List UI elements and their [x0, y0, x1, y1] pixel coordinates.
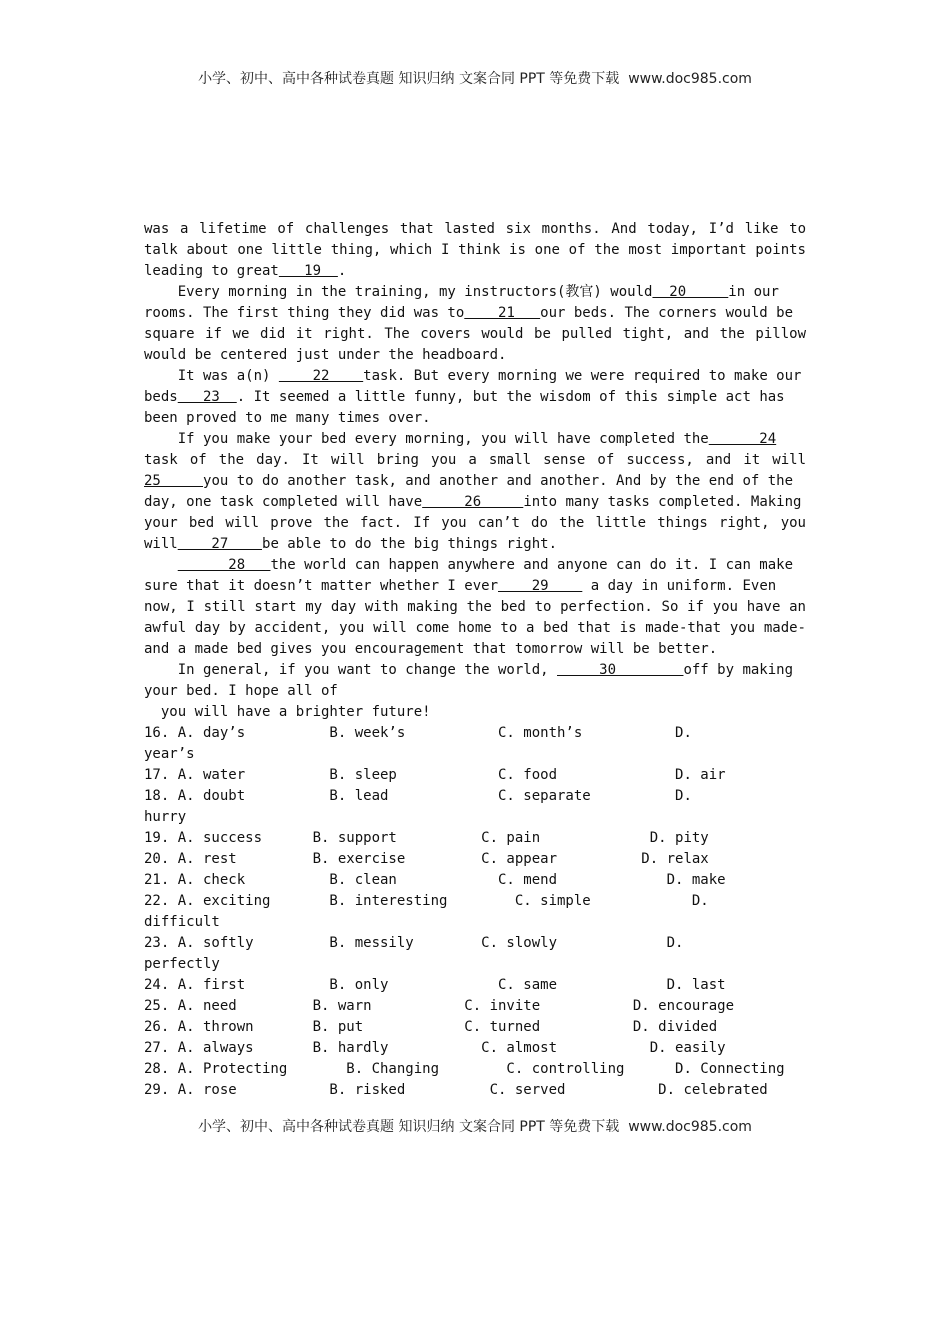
text-line: leading to great 19 .: [144, 263, 347, 279]
option-row-18: 18. A. doubt B. lead C. separate D.: [144, 788, 692, 804]
document-body: [144, 219, 806, 1101]
option-row-18-cont: hurry: [144, 809, 187, 825]
text-line: In general, if you want to change the world, 30 off by making: [144, 662, 794, 678]
blank-26: 26: [422, 494, 524, 510]
text-line: you will have a brighter future!: [144, 704, 431, 720]
option-row-28: 28. A. Protecting B. Changing C. controlling D. Connecting: [144, 1061, 785, 1077]
text-line: square if we did it right. The covers would be pulled tight, and the pillow: [144, 326, 806, 342]
text-line: rooms. The first thing they did was to 21 our beds. The corners would be: [144, 305, 794, 321]
blank-19: 19: [278, 263, 338, 279]
option-row-22: 22. A. exciting B. interesting C. simple D.: [144, 893, 709, 909]
option-row-24: 24. A. first B. only C. same D. last: [144, 977, 726, 993]
option-row-23: 23. A. softly B. messily C. slowly D.: [144, 935, 684, 951]
text-line: awful day by accident, you will come home to a bed that is made-that you made-: [144, 620, 806, 636]
text-line: your bed will prove the fact. If you can’t do the little things right, you: [144, 515, 806, 531]
text-line: been proved to me many times over.: [144, 410, 431, 426]
blank-27: 27: [177, 536, 263, 552]
text-line: would be centered just under the headboard.: [144, 347, 507, 363]
text-line: beds 23 . It seemed a little funny, but the wisdom of this simple act has: [144, 389, 785, 405]
option-row-16-cont: year’s: [144, 746, 195, 762]
blank-25: 25: [144, 473, 204, 489]
text-line: was a lifetime of challenges that lasted six months. And today, I’d like to: [144, 221, 806, 237]
option-row-23-cont: perfectly: [144, 956, 220, 972]
text-line: Every morning in the training, my instructors(教官) would 20 in our: [144, 284, 779, 300]
page-footer: 小学、初中、高中各种试卷真题 知识归纳 文案合同 PPT 等免费下载 www.doc985.com: [198, 1119, 752, 1135]
option-row-16: 16. A. day’s B. week’s C. month’s D.: [144, 725, 692, 741]
text-line: your bed. I hope all of: [144, 683, 338, 699]
option-row-26: 26. A. thrown B. put C. turned D. divided: [144, 1019, 718, 1035]
blank-20: 20: [652, 284, 729, 300]
text-line: task of the day. It will bring you a small sense of success, and it will: [144, 452, 806, 468]
option-row-29: 29. A. rose B. risked C. served D. celebrated: [144, 1082, 768, 1098]
option-row-25: 25. A. need B. warn C. invite D. encourage: [144, 998, 735, 1014]
option-row-21: 21. A. check B. clean C. mend D. make: [144, 872, 726, 888]
option-row-27: 27. A. always B. hardly C. almost D. easily: [144, 1040, 726, 1056]
option-row-17: 17. A. water B. sleep C. food D. air: [144, 767, 726, 783]
text-line: 28 the world can happen anywhere and anyone can do it. I can make: [177, 557, 794, 573]
blank-23: 23: [177, 389, 237, 405]
text-line: will 27 be able to do the big things right.: [144, 536, 558, 552]
blank-24: 24: [708, 431, 777, 447]
text-line: If you make your bed every morning, you will have completed the 24: [144, 431, 777, 447]
text-line: and a made bed gives you encouragement that tomorrow will be better.: [144, 641, 718, 657]
blank-28: 28: [177, 557, 271, 573]
text-line: talk about one little thing, which I think is one of the most important points: [144, 242, 806, 258]
text-line: day, one task completed will have 26 into many tasks completed. Making: [144, 494, 802, 510]
option-row-22-cont: difficult: [144, 914, 220, 930]
blank-22: 22: [278, 368, 364, 384]
page-header: 小学、初中、高中各种试卷真题 知识归纳 文案合同 PPT 等免费下载 www.doc985.com: [198, 71, 752, 87]
text-line: now, I still start my day with making the bed to perfection. So if you have an: [144, 599, 806, 615]
option-row-19: 19. A. success B. support C. pain D. pity: [144, 830, 709, 846]
blank-30: 30: [557, 662, 684, 678]
text-line: 25 you to do another task, and another and another. And by the end of the: [144, 473, 794, 489]
option-row-20: 20. A. rest B. exercise C. appear D. relax: [144, 851, 709, 867]
text-line: sure that it doesn’t matter whether I ever 29 a day in uniform. Even: [144, 578, 777, 594]
text-line: It was a(n) 22 task. But every morning we were required to make our: [144, 368, 802, 384]
blank-21: 21: [464, 305, 541, 321]
blank-29: 29: [498, 578, 583, 594]
